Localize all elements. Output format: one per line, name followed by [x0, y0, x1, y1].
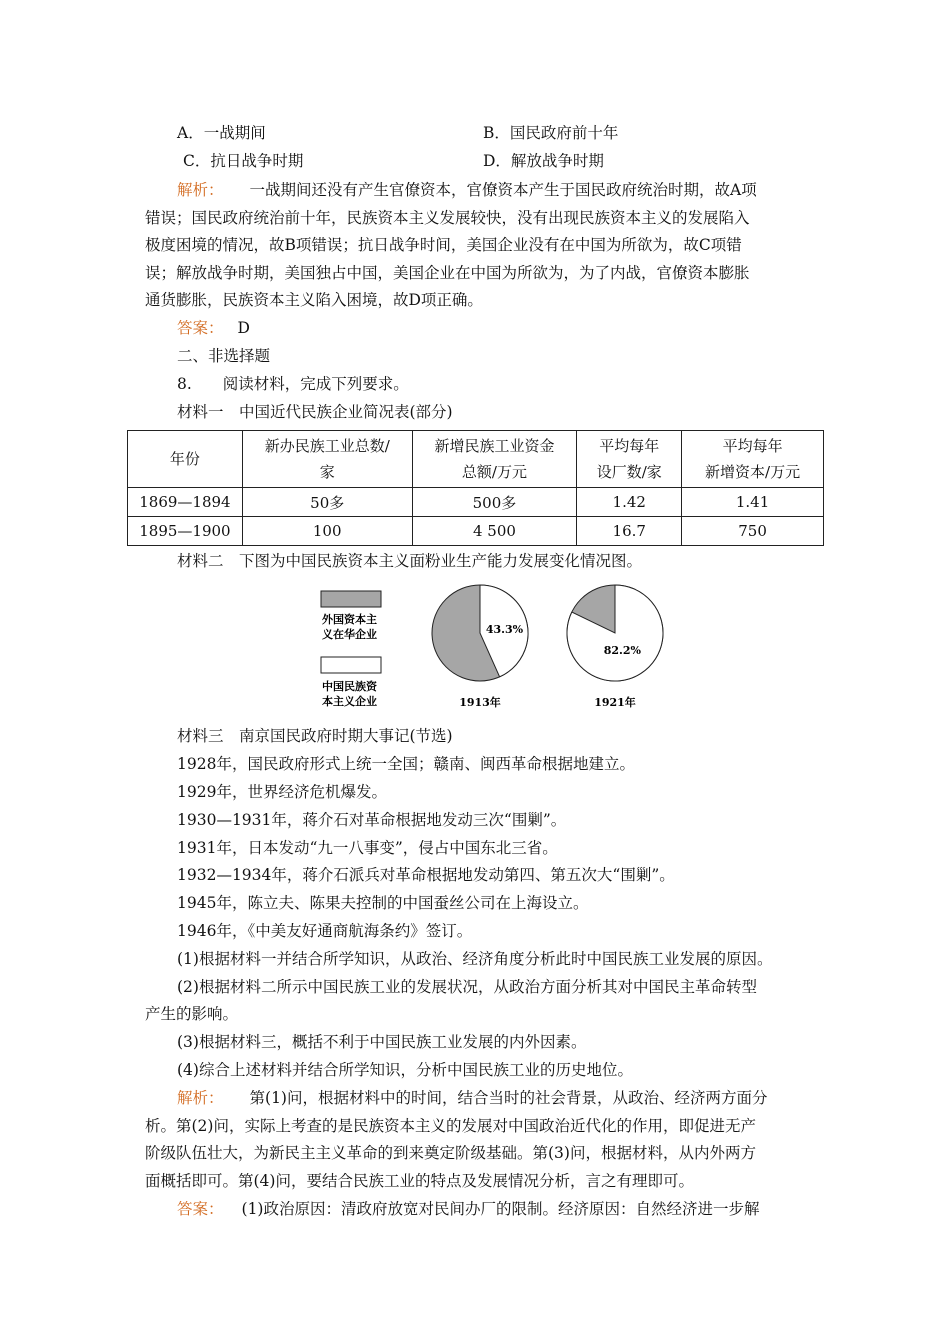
table-cell: 1895—1900 — [128, 517, 243, 546]
enterprise-table — [127, 430, 824, 546]
answer-label: 答案： — [177, 319, 224, 337]
flour-industry-pie-chart — [310, 582, 670, 717]
legend-label-foreign-2: 义在华企业 — [322, 628, 377, 641]
option-b: B．国民政府前十年 — [483, 124, 619, 142]
material3-title: 材料三 南京国民政府时期大事记(节选) — [177, 727, 453, 745]
event-item: 1945年，陈立夫、陈果夫控制的中国蚕丝公司在上海设立。 — [177, 894, 589, 912]
answer-value: (1)政治原因：清政府放宽对民间办厂的限制。经济原因：自然经济进一步解 — [241, 1200, 760, 1218]
legend-swatch-domestic — [321, 657, 381, 673]
table-header-cell: 年份 — [128, 431, 243, 488]
table-header-cell: 平均每年 新增资本/万元 — [682, 431, 824, 488]
sub-question-2: (2)根据材料二所示中国民族工业的发展状况，从政治方面分析其对中国民主革命转型 — [177, 978, 757, 996]
section-title: 二、非选择题 — [177, 347, 271, 365]
pie-data-label: 82.2% — [603, 644, 641, 658]
table-row — [128, 488, 824, 517]
option-d: D．解放战争时期 — [483, 152, 604, 170]
analysis-line-2: 错误；国民政府统治前十年，民族资本主义发展较快，没有出现民族资本主义的发展陷入 — [145, 209, 750, 227]
event-item: 1931年，日本发动“九一八事变”，侵占中国东北三省。 — [177, 839, 558, 857]
analysis-line-5: 通货膨胀，民族资本主义陷入困境，故D项正确。 — [145, 291, 483, 309]
event-item: 1930—1931年，蒋介石对革命根据地发动三次“围剿”。 — [177, 811, 567, 829]
analysis2-line-4: 面概括即可。第(4)问，要结合民族工业的特点及发展情况分析，言之有理即可。 — [145, 1172, 694, 1190]
legend-label-foreign-1: 外国资本主 — [322, 613, 377, 626]
analysis-line-1: 解析： 一战期间还没有产生官僚资本，官僚资本产生于国民政府统治时期，故A项 — [177, 181, 757, 199]
pie-data-label: 43.3% — [485, 623, 524, 637]
answer-value: D — [237, 319, 250, 337]
table-cell: 1.42 — [577, 488, 682, 517]
table-cell: 4 500 — [412, 517, 577, 546]
table-row — [128, 517, 824, 546]
analysis2-line-3: 阶级队伍壮大，为新民主主义革命的到来奠定阶级基础。第(3)问，根据材料，从内外两方 — [145, 1144, 756, 1162]
answer2-line-1 — [177, 1199, 759, 1219]
table-cell: 50多 — [242, 488, 412, 517]
option-c: C．抗日战争时期 — [183, 152, 304, 170]
sub-question-3: (3)根据材料三，概括不利于中国民族工业发展的内外因素。 — [177, 1033, 587, 1051]
table-cell: 16.7 — [577, 517, 682, 546]
option-a: A．一战期间 — [177, 124, 266, 142]
analysis-line-4: 误；解放战争时期，美国独占中国，美国企业在中国为所欲为，为了内战，官僚资本膨胀 — [145, 264, 750, 282]
legend-swatch-foreign — [321, 591, 381, 607]
analysis2-line-1: 解析： 第(1)问，根据材料中的时间，结合当时的社会背景，从政治、经济两方面分 — [177, 1089, 768, 1107]
event-item: 1932—1934年，蒋介石派兵对革命根据地发动第四、第五次大“围剿”。 — [177, 866, 675, 884]
table-cell: 750 — [682, 517, 824, 546]
pie-year-label: 1913年 — [459, 696, 501, 709]
sub-question-4: (4)综合上述材料并结合所学知识，分析中国民族工业的历史地位。 — [177, 1061, 633, 1079]
table-cell: 500多 — [412, 488, 577, 517]
material1-title: 材料一 中国近代民族企业简况表(部分) — [177, 403, 453, 421]
table-header-row — [128, 431, 824, 488]
table-cell: 1.41 — [682, 488, 824, 517]
event-item: 1946年，《中美友好通商航海条约》签订。 — [177, 922, 473, 940]
table-header-cell: 新办民族工业总数/ 家 — [242, 431, 412, 488]
material2-title: 材料二 下图为中国民族资本主义面粉业生产能力发展变化情况图。 — [177, 552, 643, 570]
event-item: 1928年，国民政府形式上统一全国；赣南、闽西革命根据地建立。 — [177, 755, 635, 773]
table-cell: 100 — [242, 517, 412, 546]
legend-label-domestic-2: 本主义企业 — [322, 695, 377, 708]
table-header-cell: 平均每年 设厂数/家 — [577, 431, 682, 488]
pie-year-label: 1921年 — [594, 696, 636, 709]
analysis-line-3: 极度困境的情况，故B项错误；抗日战争时间，美国企业没有在中国为所欲为，故C项错 — [145, 236, 742, 254]
answer-line-1 — [177, 318, 250, 338]
analysis2-line-2: 析。第(2)问，实际上考查的是民族资本主义的发展对中国政治近代化的作用，即促进无产 — [145, 1117, 756, 1135]
analysis-label: 解析： — [177, 181, 224, 199]
event-item: 1929年，世界经济危机爆发。 — [177, 783, 387, 801]
table-cell: 1869—1894 — [128, 488, 243, 517]
answer-label: 答案： — [177, 1200, 224, 1218]
sub-question-2-cont: 产生的影响。 — [145, 1005, 239, 1023]
legend-label-domestic-1: 中国民族资 — [322, 680, 377, 693]
sub-question-1: (1)根据材料一并结合所学知识，从政治、经济角度分析此时中国民族工业发展的原因。 — [177, 950, 773, 968]
analysis-label: 解析： — [177, 1089, 224, 1107]
question-8: 8. 阅读材料，完成下列要求。 — [177, 375, 409, 393]
table-header-cell: 新增民族工业资金 总额/万元 — [412, 431, 577, 488]
